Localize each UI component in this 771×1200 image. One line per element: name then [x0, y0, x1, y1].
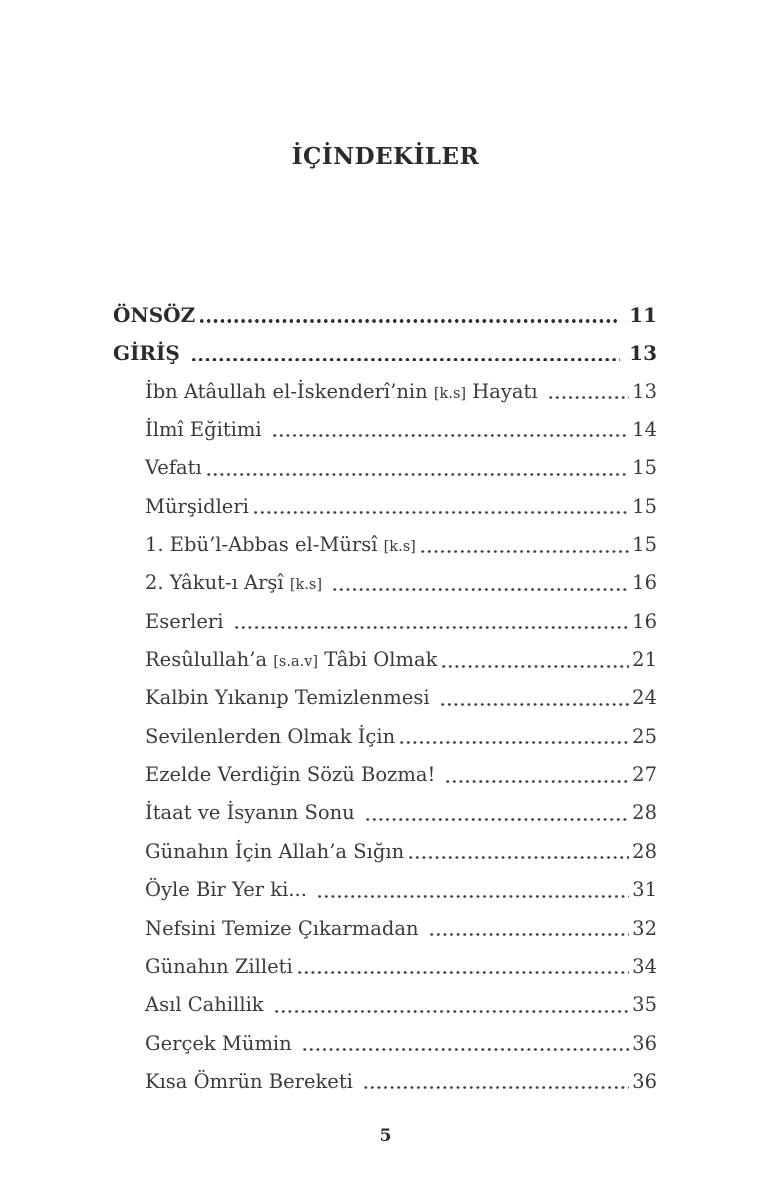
toc-entry-page: 28: [632, 839, 657, 863]
toc-leader-dots: [207, 473, 629, 476]
toc-entry-label: [145, 411, 268, 449]
toc-leader-dots: [366, 818, 629, 821]
toc-entry[interactable]: [113, 910, 657, 948]
toc-entry-text: ÖNSÖZ: [113, 303, 196, 327]
toc-entry[interactable]: [113, 488, 657, 526]
toc-entry-text: [322, 571, 328, 594]
toc-entry-label: [145, 449, 202, 487]
toc-entry-label: [145, 1063, 359, 1101]
toc-entry-honorific: [k.s]: [289, 577, 323, 594]
toc-entry-page: 34: [632, 954, 657, 978]
toc-entry-page: 31: [632, 878, 657, 902]
toc-entry-text: İtaat ve İsyanın Sonu: [145, 801, 361, 825]
toc-entry[interactable]: [113, 1063, 657, 1101]
toc-leader-dots: [254, 511, 629, 514]
toc-entry-page: 13: [632, 379, 657, 403]
page-title: İÇİNDEKİLER: [291, 143, 480, 170]
toc-leader-dots: [235, 626, 630, 629]
toc-entry-label: [145, 679, 436, 717]
toc-entry-page: 11: [629, 303, 657, 327]
toc-entry-label: [145, 488, 249, 526]
toc-entry[interactable]: [113, 718, 657, 756]
toc-entry-honorific: [k.s]: [433, 385, 467, 402]
toc-entry-text: Vefatı: [145, 456, 202, 480]
toc-entry-text: 1. Ebü’l-Abbas el-Mürsî: [145, 533, 384, 557]
toc-leader-dots: [303, 1048, 629, 1051]
toc-entry-text: İlmî Eğitimi: [145, 418, 268, 442]
toc-entry-label: [113, 296, 195, 334]
toc-entry[interactable]: [113, 794, 657, 832]
toc-entry-page: 15: [632, 456, 657, 480]
toc-entry[interactable]: [113, 1025, 657, 1063]
toc-leader-dots: [400, 741, 629, 744]
toc-entry-label: [145, 603, 230, 641]
toc-leader-dots: [549, 396, 629, 399]
toc-entry-label: [145, 641, 437, 681]
toc-entry[interactable]: [113, 411, 657, 449]
toc-entry[interactable]: [113, 948, 657, 986]
toc-entry[interactable]: [113, 449, 657, 487]
toc-entry-text: Tâbi Olmak: [318, 648, 438, 672]
toc-entry-page: 25: [632, 724, 657, 748]
toc-entry-page: 24: [632, 686, 657, 710]
toc-leader-dots: [275, 1010, 629, 1013]
toc-entry[interactable]: [113, 871, 657, 909]
toc-leader-dots: [430, 933, 629, 936]
toc-entry[interactable]: [113, 679, 657, 717]
toc-entry-page: 16: [632, 609, 657, 633]
toc-leader-dots: [446, 780, 629, 783]
toc-leader-dots: [333, 588, 629, 591]
toc-entry-label: [145, 718, 395, 756]
toc-entry-text: GİRİŞ: [113, 341, 187, 366]
toc-entry-label: [145, 948, 293, 986]
toc-leader-dots: [364, 1086, 629, 1089]
toc-entry[interactable]: [113, 641, 657, 679]
toc-leader-dots: [200, 319, 620, 323]
toc-entry[interactable]: [113, 334, 657, 372]
toc-entry-label: [145, 910, 425, 948]
toc-leader-dots: [273, 434, 629, 437]
toc-entry-text: Eserleri: [145, 609, 230, 633]
toc-entry-text: Resûlullah’a: [145, 648, 274, 672]
toc-leader-dots: [421, 550, 629, 553]
toc-entry[interactable]: [113, 296, 657, 334]
toc-entry-page: 15: [632, 533, 657, 557]
toc-entry-label: [145, 756, 441, 794]
toc-entry-text: Ezelde Verdiğin Sözü Bozma!: [145, 763, 442, 787]
toc-entry[interactable]: [113, 756, 657, 794]
folio-page-number: 5: [379, 1126, 392, 1146]
toc-entry-text: Sevilenlerden Olmak İçin: [145, 724, 396, 748]
toc-entry[interactable]: [113, 526, 657, 564]
toc-entry-text: Kalbin Yıkanıp Temizlenmesi: [145, 686, 436, 710]
toc-entry-page: 16: [632, 571, 657, 595]
toc-entry-text: Mürşidleri: [145, 494, 249, 518]
toc-entry-page: 21: [632, 648, 657, 672]
toc-entry-page: 36: [632, 1031, 657, 1055]
toc-entry[interactable]: [113, 986, 657, 1024]
toc-list: [113, 296, 657, 1101]
toc-entry-page: 32: [632, 916, 657, 940]
toc-entry-label: [145, 794, 361, 832]
toc-entry[interactable]: [113, 603, 657, 641]
toc-entry-label: [145, 564, 328, 604]
toc-leader-dots: [318, 895, 629, 898]
toc-leader-dots: [409, 856, 629, 859]
toc-entry-honorific: [k.s]: [383, 539, 416, 556]
toc-leader-dots: [442, 665, 629, 668]
toc-entry-label: [145, 833, 404, 871]
toc-entry-label: [145, 871, 313, 909]
toc-entry-text: Asıl Cahillik: [145, 993, 270, 1017]
toc-entry[interactable]: [113, 373, 657, 411]
toc-entry-text: Günahın İçin Allah’a Sığın: [145, 839, 405, 863]
toc-entry-page: 28: [632, 801, 657, 825]
toc-entry-text: Öyle Bir Yer ki...: [145, 878, 314, 902]
toc-entry[interactable]: [113, 833, 657, 871]
toc-entry-text: 2. Yâkut-ı Arşî: [145, 571, 290, 595]
toc-entry-text: Günahın Zilleti: [145, 954, 293, 978]
toc-entry-page: 27: [632, 763, 657, 787]
toc-entry-page: 36: [632, 1069, 657, 1093]
toc-entry-page: 14: [632, 418, 657, 442]
toc-leader-dots: [192, 358, 620, 362]
toc-entry-label: [113, 334, 187, 372]
toc-entry-text: Hayatı: [466, 379, 544, 403]
toc-entry-text: Nefsini Temize Çıkarmadan: [145, 916, 425, 940]
toc-leader-dots: [441, 703, 629, 706]
toc-entry-page: 35: [632, 993, 657, 1017]
toc-leader-dots: [298, 971, 629, 974]
toc-entry-label: [145, 986, 270, 1024]
toc-entry-honorific: [s.a.v]: [273, 654, 319, 671]
toc-entry-page: 13: [629, 341, 657, 366]
toc-entry-text: Kısa Ömrün Bereketi: [145, 1069, 360, 1093]
toc-entry-label: [145, 526, 416, 566]
toc-entry-text: Gerçek Mümin: [145, 1031, 298, 1055]
toc-entry[interactable]: [113, 564, 657, 602]
toc-entry-label: [145, 1025, 298, 1063]
toc-entry-label: [145, 373, 544, 413]
toc-entry-page: 15: [632, 494, 657, 518]
toc-entry-text: İbn Atâullah el-İskenderî’nin: [145, 379, 434, 403]
